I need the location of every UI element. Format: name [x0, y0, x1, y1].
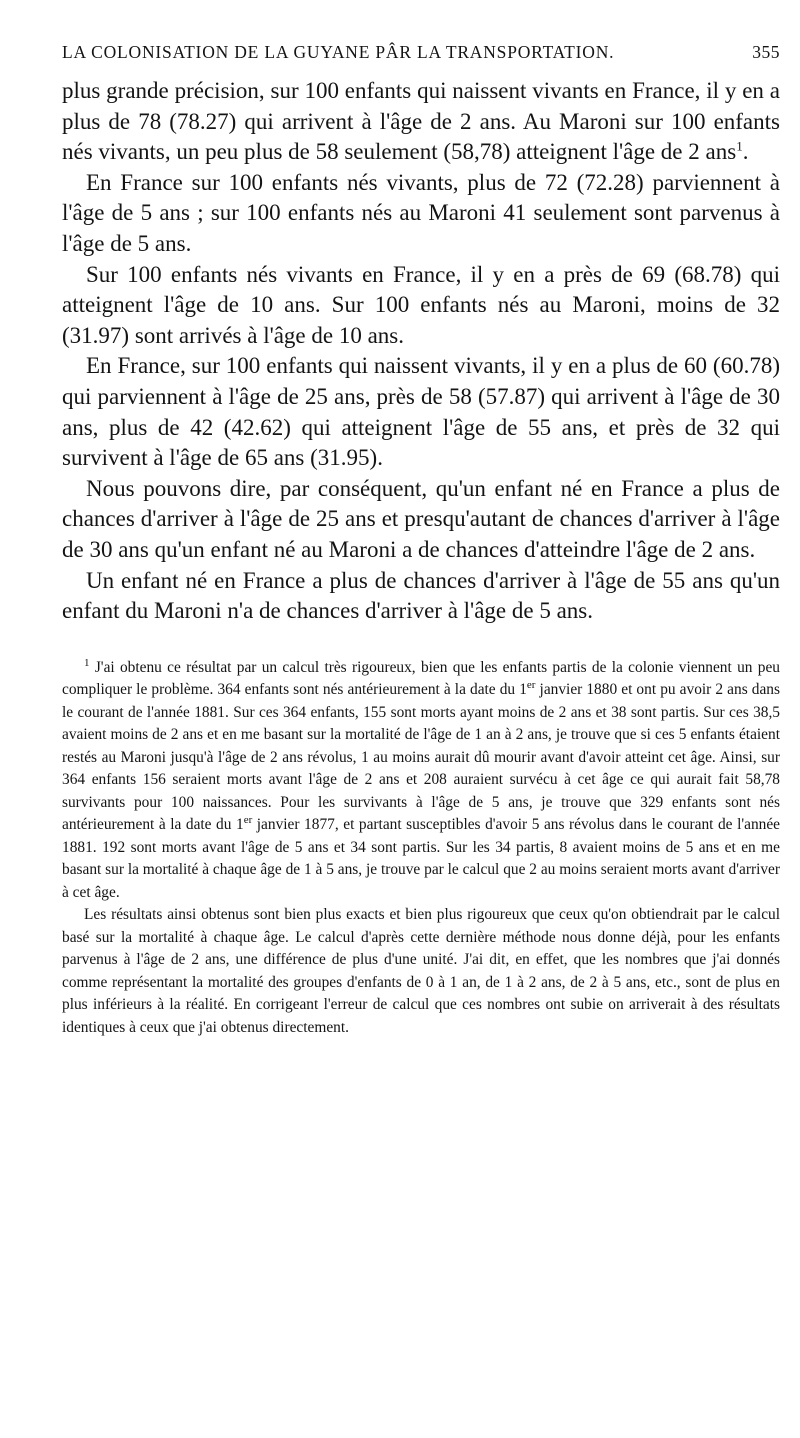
footnote-1-text-b: janvier 1880 et ont pu avoir 2 ans dans le courant de l'année 1881. Sur ces 364 enfants, 155 sont morts ayant moins de 2 ans et 38 sont partis. Sur ces 38,5 avaient moins de 2 ans et en me basant sur la mortalité de l'âge de 1 an à 2 ans, je trouve que si ces 5 enfants étaient restés au Maroni jusqu'à l'âge de 2 ans révolus, 1 au moins aurait dû mourir avant d'avoir atteint cet âge. Ainsi, sur 364 enfants 156 seraient morts avant l'âge de 2 ans et 208 auraient survécu à cet âge ce qui aurait fait 58,78 survivants pour 100 naissances. Pour les survivants à l'âge de 5 ans, je trouve que 329 enfants sont nés antérieurement à la date du 1 [62, 681, 780, 834]
main-text [62, 76, 780, 627]
paragraph-1 [62, 76, 780, 168]
footnote-reference[interactable]: 1 [736, 138, 743, 154]
footnote-marker: 1 [84, 656, 90, 669]
paragraph-6: Un enfant né en France a plus de chances d'arriver à l'âge de 55 ans qu'un enfant du Maroni n'a de chances d'arriver à l'âge de 5 ans. [62, 567, 780, 624]
ordinal-suffix: er [243, 814, 253, 827]
footnote-paragraph-2: Les résultats ainsi obtenus sont bien plus exacts et bien plus rigoureux que ceux qu'on obtiendrait par le calcul basé sur la mortalité à chaque âge. Le calcul d'après cette dernière méthode nous donne déjà, pour les enfants parvenus à l'âge de 2 ans, une différence de plus d'une unité. J'ai dit, en effet, que les nombres que j'ai donnés comme représentant la mortalité des groupes d'enfants de 0 à 1 an, de 1 à 2 ans, de 2 à 5 ans, etc., sont de plus en plus inférieurs à la réalité. En corrigeant l'erreur de calcul que ces nombres ont subie on arriverait à des résultats identiques à ceux que j'ai obtenus directement. [62, 906, 780, 1036]
footnote-1-text-c: janvier 1877, et partant susceptibles d'avoir 5 ans révolus dans le courant de l'année 1881. 192 sont morts avant l'âge de 5 ans et 34 sont partis. Sur les 34 partis, 8 avaient moins de 5 ans et en me basant sur la mortalité à chaque âge de 1 à 5 ans, je trouve par le calcul que 2 au moins seraient morts avant d'arriver à cet âge. [62, 816, 780, 901]
running-header [62, 42, 780, 76]
paragraph-5: Nous pouvons dire, par conséquent, qu'un enfant né en France a plus de chances d'arriver à l'âge de 25 ans et presqu'autant de chances d'arriver à l'âge de 30 ans qu'un enfant né au Maroni a de chances d'atteindre l'âge de 2 ans. [62, 475, 780, 562]
running-title: LA COLONISATION DE LA GUYANE PÂR LA TRANSPORTATION. [62, 42, 615, 62]
paragraph-2: En France sur 100 enfants nés vivants, plus de 72 (72.28) parviennent à l'âge de 5 ans ; sur 100 enfants nés au Maroni 41 seulement sont parvenus à l'âge de 5 ans. [62, 169, 780, 256]
paragraph-1-end: . [742, 139, 749, 165]
paragraph-1-text: plus grande précision, sur 100 enfants qui naissent vivants en France, il y en a plus de 78 (78.27) qui arrivent à l'âge de 2 ans. Au Maroni sur 100 enfants nés vivants, un peu plus de 58 seulement (58,78) atteignent l'âge de 2 ans [62, 78, 780, 165]
footnote-1 [62, 657, 780, 905]
paragraph-3: Sur 100 enfants nés vivants en France, il y en a près de 69 (68.78) qui atteignent l'âge de 10 ans. Sur 100 enfants nés au Maroni, moins de 32 (31.97) sont arrivés à l'âge de 10 ans. [62, 261, 780, 348]
ordinal-suffix: er [526, 679, 536, 692]
paragraph-4: En France, sur 100 enfants qui naissent vivants, il y en a plus de 60 (60.78) qui parviennent à l'âge de 25 ans, près de 58 (57.87) qui arrivent à l'âge de 30 ans, plus de 42 (42.62) qui atteignent l'âge de 55 ans, et près de 32 qui survivent à l'âge de 65 ans (31.95). [62, 353, 780, 471]
footnote-1-text-a: J'ai obtenu ce résultat par un calcul très rigoureux, bien que les enfants partis de la colonie viennent un peu compliquer le problème. 364 enfants sont nés antérieurement à la date du 1 [62, 658, 780, 699]
page-number: 355 [752, 42, 780, 62]
footnotes [62, 657, 780, 1040]
book-page [62, 42, 780, 1039]
